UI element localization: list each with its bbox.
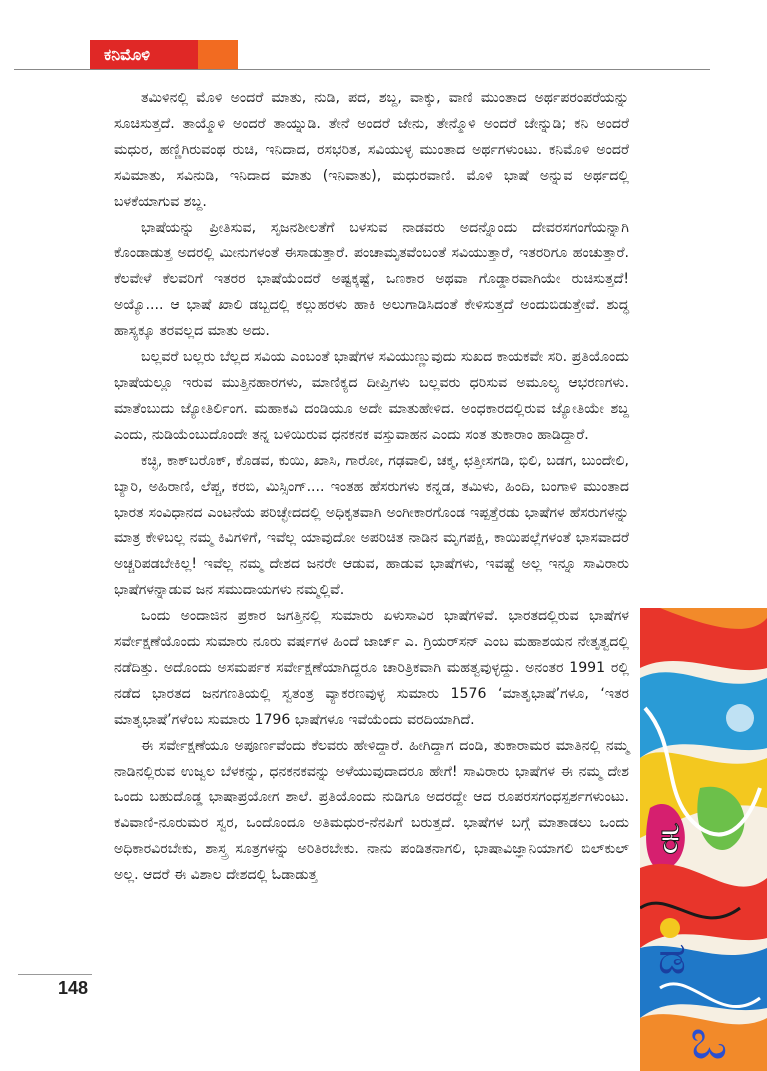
section-title: ಕನಿಮೊಳಿ bbox=[104, 45, 150, 64]
header-accent-block bbox=[198, 40, 238, 70]
paragraph: ಈ ಸರ್ವೇಕ್ಷಣೆಯೂ ಅಪೂರ್ಣವೆಂದು ಕೆಲವರು ಹೇಳಿದ್ದಾರೆ. ಹೀಗಿದ್ದಾಗ ದಂಡಿ, ತುಕಾರಾಮರ ಮಾತಿನಲ್ಲಿ ನಮ್ಮ ನಾಡಿನಲ್ಲಿರುವ ಉಜ್ವಲ ಬೆಳಕನ್ನು, ಧನಕನಕವನ್ನು ಅಳೆಯುವುದಾದರೂ ಹೇಗೆ! ಸಾವಿರಾರು ಭಾಷೆಗಳ ಈ ನಮ್ಮ ದೇಶ ಒಂದು ಬಹುದೊಡ್ಡ ಭಾಷಾಪ್ರಯೋಗ ಶಾಲೆ. ಪ್ರತಿಯೊಂದು ನುಡಿಗೂ ಅದರದ್ದೇ ಆದ ರೂಪರಸಗಂಧಸ್ಪರ್ಶಗಳುಂಟು. ಕವಿವಾಣಿ-ನೂರುಮರ ಸ್ವರ, ಒಂದೊಂದೂ ಅತಿಮಧುರ-ನೆನಪಿಗೆ ಬರುತ್ತದೆ. ಭಾಷೆಗಳ ಬಗ್ಗೆ ಮಾತಾಡಲು ಒಂದು ಅಧಿಕಾರವಿರಬೇಕು, ಶಾಸ್ತ್ರ ಸೂತ್ರಗಳನ್ನು ಅರಿತಿರಬೇಕು. ನಾನು ಪಂಡಿತನಾಗಲಿ, ಭಾಷಾವಿಜ್ಞಾನಿಯಾಗಲಿ ಬಿಲ್‌ಕುಲ್ ಅಲ್ಲ. ಆದರೆ ಈ ವಿಶಾಲ ದೇಶದಲ್ಲಿ ಓಡಾಡುತ್ತ bbox=[114, 737, 629, 884]
paragraph: ತಮಿಳಿನಲ್ಲಿ ಮೊಳಿ ಅಂದರೆ ಮಾತು, ನುಡಿ, ಪದ, ಶಬ್ದ, ವಾಕ್ಕು, ವಾಣಿ ಮುಂತಾದ ಅರ್ಥಪರಂಪರೆಯನ್ನು ಸೂಚಿಸುತ್ತದೆ. ತಾಯ್ಮೊಳಿ ಅಂದರೆ ತಾಯ್ನುಡಿ. ತೇನೆ ಅಂದರೆ ಜೇನು, ತೇನ್ಮೊಳಿ ಅಂದರೆ ಜೇನ್ನುಡಿ; ಕನಿ ಅಂದರೆ ಮಧುರ, ಹಣ್ಣಿಗಿರುವಂಥ ರುಚಿ, ಇನಿದಾದ, ರಸಭರಿತ, ಸವಿಯುಳ್ಳ ಮುಂತಾದ ಅರ್ಥಗಳುಂಟು. ಕನಿಮೊಳಿ ಅಂದರೆ ಸವಿಮಾತು, ಸವಿನುಡಿ, ಇನಿದಾದ ಮಾತು (ಇನಿವಾತು), ಮಧುರವಾಣಿ. ಮೊಳಿ ಭಾಷೆ ಅನ್ನುವ ಅರ್ಥದಲ್ಲಿ ಬಳಕೆಯಾಗುವ ಶಬ್ದ. bbox=[114, 90, 629, 210]
header-rule bbox=[14, 69, 710, 70]
decorative-artwork bbox=[640, 608, 767, 1071]
art-glyph: ಕ bbox=[660, 810, 681, 864]
art-glyph: ಒ bbox=[690, 1007, 728, 1071]
section-header bbox=[90, 40, 238, 70]
page-number-rule bbox=[18, 974, 92, 975]
paragraph: ಭಾಷೆಯನ್ನು ಪ್ರೀತಿಸುವ, ಸೃಜನಶೀಲತೆಗೆ ಬಳಸುವ ನಾಡವರು ಅದನ್ನೊಂದು ದೇವರಸಗಂಗೆಯನ್ನಾಗಿ ಕೊಂಡಾಡುತ್ತ ಅದರಲ್ಲಿ ಮೀನುಗಳಂತೆ ಈಸಾಡುತ್ತಾರೆ. ಪಂಚಾಮೃತವೆಂಬಂತೆ ಸವಿಯುತ್ತಾರೆ, ಇತರರಿಗೂ ಹಂಚುತ್ತಾರೆ. ಕೆಲವೇಳೆ ಕೆಲವರಿಗೆ ಇತರರ ಭಾಷೆಯೆಂದರೆ ಅಷ್ಟಕ್ಕಷ್ಟೆ, ಒಣಕಾರ ಅಥವಾ ಗೊಡ್ಡಾರವಾಗಿಯೇ ರುಚಿಸುತ್ತದೆ! ಅಯ್ಯೊ.... ಆ ಭಾಷೆ ಖಾಲಿ ಡಬ್ಬದಲ್ಲಿ ಕಲ್ಲುಹರಳು ಹಾಕಿ ಅಲುಗಾಡಿಸಿದಂತೆ ಕೇಳಿಸುತ್ತದೆ ಅಂದುಬಿಡುತ್ತೇವೆ. ಶುದ್ಧ ಹಾಸ್ಯಕ್ಕೂ ತರವಲ್ಲದ ಮಾತು ಅದು. bbox=[114, 219, 629, 340]
article-body bbox=[114, 86, 629, 889]
artwork-illustration bbox=[640, 608, 767, 1071]
paragraph: ಕಚ್ಛಿ, ಕಾಕ್‌ಬರೊಕ್, ಕೊಡವ, ಕುಯಿ, ಖಾಸಿ, ಗಾರೋ, ಗಢವಾಲಿ, ಚಕ್ಮ, ಛತ್ತೀಸಗಡಿ, ಭಿಲಿ, ಬಡಗ, ಬುಂದೇಲಿ, ಬ್ಯಾರಿ, ಅಹಿರಾಣಿ, ಲೆಪ್ಚ, ಕರಬಿ, ಮಿಸ್ಸಿಂಗ್.... ಇಂತಹ ಹೆಸರುಗಳು ಕನ್ನಡ, ತಮಿಳು, ಹಿಂದಿ, ಬಂಗಾಳಿ ಮುಂತಾದ ಭಾರತ ಸಂವಿಧಾನದ ಎಂಟನೆಯ ಪರಿಚ್ಛೇದದಲ್ಲಿ ಅಧಿಕೃತವಾಗಿ ಅಂಗೀಕಾರಗೊಂಡ ಇಪ್ಪತ್ತೆರಡು ಭಾಷೆಗಳ ಹೆಸರುಗಳನ್ನು ಮಾತ್ರ ಕೇಳಿಬಲ್ಲ ನಮ್ಮ ಕಿವಿಗಳಿಗೆ, ಇವೆಲ್ಲ ಯಾವುದೋ ಅಪರಿಚಿತ ನಾಡಿನ ಮೃಗಪಕ್ಷಿ, ಕಾಯಿಪಲ್ಲೆಗಳಂತೆ ಭಾಸವಾದರೆ ಅಚ್ಚರಿಪಡಬೇಕಿಲ್ಲ! ಇವೆಲ್ಲ ನಮ್ಮ ದೇಶದ ಜನರೇ ಆಡುವ, ಹಾಡುವ ಭಾಷೆಗಳು, ಇವಷ್ಟೆ ಅಲ್ಲ ಇನ್ನೂ ಸಾವಿರಾರು ಭಾಷೆಗಳನ್ನಾಡುವ ಜನ ಸಮುದಾಯಗಳು ನಮ್ಮಲ್ಲಿವೆ. bbox=[114, 452, 629, 599]
art-glyph: ಡ bbox=[658, 933, 687, 984]
page-number: 148 bbox=[58, 978, 89, 998]
paragraph: ಬಲ್ಲವರೆ ಬಲ್ಲರು ಬೆಲ್ಲದ ಸವಿಯ ಎಂಬಂತೆ ಭಾಷೆಗಳ ಸವಿಯುಣ್ಣುವುದು ಸುಖದ ಕಾಯಕವೇ ಸರಿ. ಪ್ರತಿಯೊಂದು ಭಾಷೆಯಲ್ಲೂ ಇರುವ ಮುತ್ತಿನಹಾರಗಳು, ಮಾಣಿಕ್ಯದ ದೀಪ್ತಿಗಳು ಬಲ್ಲವರು ಧರಿಸುವ ಅಮೂಲ್ಯ ಆಭರಣಗಳು. ಮಾತೆಂಬುದು ಜ್ಯೋತಿರ್ಲಿಂಗ. ಮಹಾಕವಿ ದಂಡಿಯೂ ಅದೇ ಮಾತುಹೇಳಿದ. ಅಂಧಕಾರದಲ್ಲಿರುವ ಜ್ಯೋತಿಯೇ ಶಬ್ದ ಎಂದು, ನುಡಿಯೆಂಬುದೊಂದೇ ತನ್ನ ಬಳಿಯಿರುವ ಧನಕನಕ ವಸ್ತುವಾಹನ ಎಂದು ಸಂತ ತುಕಾರಾಂ ಹಾಡಿದ್ದಾರೆ. bbox=[114, 349, 629, 443]
paragraph: ಒಂದು ಅಂದಾಜಿನ ಪ್ರಕಾರ ಜಗತ್ತಿನಲ್ಲಿ ಸುಮಾರು ಏಳುಸಾವಿರ ಭಾಷೆಗಳಿವೆ. ಭಾರತದಲ್ಲಿರುವ ಭಾಷೆಗಳ ಸರ್ವೇಕ್ಷಣೆಯೊಂದು ಸುಮಾರು ನೂರು ವರ್ಷಗಳ ಹಿಂದೆ ಜಾರ್ಜ್ ಎ. ಗ್ರಿಯರ್‌ಸನ್ ಎಂಬ ಮಹಾಶಯನ ನೇತೃತ್ವದಲ್ಲಿ ನಡೆದಿತ್ತು. ಅದೊಂದು ಅಸಮರ್ಪಕ ಸರ್ವೇಕ್ಷಣೆಯಾಗಿದ್ದರೂ ಚಾರಿತ್ರಿಕವಾಗಿ ಮಹತ್ವವುಳ್ಳದ್ದು. ಅನಂತರ 1991 ರಲ್ಲಿ ನಡೆದ ಭಾರತದ ಜನಗಣತಿಯಲ್ಲಿ ಸ್ವತಂತ್ರ ವ್ಯಾಕರಣವುಳ್ಳ ಸುಮಾರು 1576 ‘ಮಾತೃಭಾಷೆ’ಗಳೂ, ‘ಇತರ ಮಾತೃಭಾಷೆ’ಗಳೆಂಬ ಸುಮಾರು 1796 ಭಾಷೆಗಳೂ ಇವೆಯೆಂದು ವರದಿಯಾಗಿದೆ. bbox=[114, 608, 629, 728]
